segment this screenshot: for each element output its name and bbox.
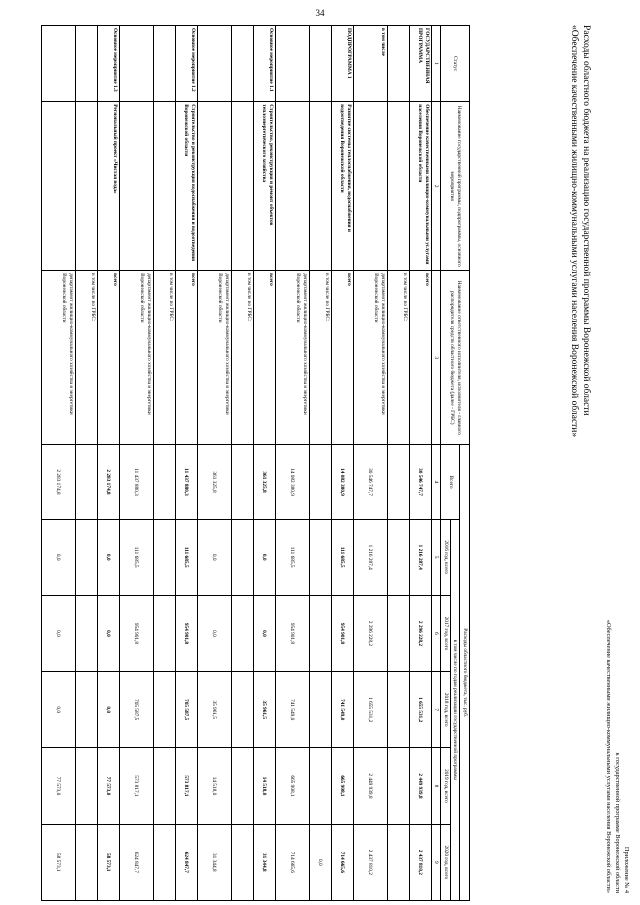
row-year-value: 573 817,1 [119,748,153,824]
row-year-value: 665 908,1 [275,748,309,824]
row-total-value: 361 325,8 [197,445,231,519]
row-year-value: 0,0 [41,519,75,595]
row-year-value: 2 449 939,8 [353,748,387,824]
row-year-value: 573 817,1 [175,748,197,824]
column-index: 7 [431,672,441,748]
row-status: ГОСУДАРСТВЕННАЯ ПРОГРАММА [409,26,431,102]
row-total-value: 30 546 747,7 [353,445,387,519]
row-year-value [75,672,97,748]
row-executor: департамент жилищно-коммунального хозяйства и энергетики Воронежской области [353,271,387,445]
row-total-value [231,445,253,519]
row-year-value: 2 449 939,8 [409,748,431,824]
title-line-2: «Обеспечение качественными жилищно-коммунальными услугами населения Воронежской области» [568,25,579,438]
row-year-value [309,519,331,595]
row-name [75,102,97,271]
row-status: Основное мероприятие 1.1 [253,26,275,102]
row-name: Строительство, реконструкция и ремонт объектов теплоэнергетического хозяйства [253,102,275,271]
table-row [353,26,387,901]
row-name [119,102,153,271]
row-year-value [231,824,253,900]
column-index: 9 [431,824,441,900]
row-year-value: 0,0 [97,672,119,748]
header-year-2017: 2017 год, всего [441,595,451,671]
row-total-value: 30 546 747,7 [409,445,431,519]
row-total-value: 2 283 174,8 [97,445,119,519]
table-row [231,26,253,901]
row-total-value [75,445,97,519]
column-index: 5 [431,519,441,595]
row-name: Развитие системы теплоснабжения, водоснабжения и водоотведения Воронежской области [331,102,353,271]
row-name [41,102,75,271]
row-year-value: 77 573,0 [41,748,75,824]
header-year-2018: 2018 год, всего [441,672,451,748]
header-year-2020: 2020 год, всего [441,824,451,900]
row-year-value: 1 216 287,4 [353,519,387,595]
row-year-value: 0,0 [253,519,275,595]
row-year-value: 14 518,0 [253,748,275,824]
row-year-value: 705 587,5 [175,672,197,748]
row-year-value: 35 961,5 [253,672,275,748]
row-year-value [387,595,409,671]
row-year-value [75,519,97,595]
column-index: 6 [431,595,441,671]
row-year-value [153,519,175,595]
row-executor: в том числе по ГРБС: [231,271,253,445]
row-year-value: 58 573,1 [97,824,119,900]
row-year-value [231,748,253,824]
row-year-value: 31 344,8 [253,824,275,900]
row-year-value: 714 665,6 [275,824,309,900]
row-year-value: 954 901,8 [175,595,197,671]
row-year-value: 1 655 531,2 [409,672,431,748]
row-year-value [153,595,175,671]
row-name [197,102,231,271]
row-name: Строительство и реконструкция водоснабжения и водоотведения Воронежской области [175,102,197,271]
row-executor: в том числе по ГРБС: [75,271,97,445]
row-total-value: 361 325,8 [253,445,275,519]
row-name [387,102,409,271]
row-name [231,102,253,271]
row-name [309,102,331,271]
row-executor: в том числе по ГРБС: [387,271,409,445]
table-row [41,26,75,901]
row-year-value: 14 518,0 [197,748,231,824]
row-executor: в том числе по ГРБС: [309,271,331,445]
row-year-value: 954 901,8 [275,595,309,671]
row-status: Основное мероприятие 1.2 [175,26,197,102]
row-executor: всего [409,271,431,445]
row-year-value: 1 216 287,4 [409,519,431,595]
row-year-value: 705 587,5 [119,672,153,748]
row-total-value: 11 437 880,3 [119,445,153,519]
row-name [275,102,309,271]
row-year-value [309,748,331,824]
row-year-value: 111 685,5 [275,519,309,595]
row-year-value: 0,0 [309,824,331,900]
column-index: 1 [431,26,441,102]
row-year-value: 31 344,8 [197,824,231,900]
row-executor: всего [97,271,119,445]
table-row [97,26,119,901]
table-row [119,26,153,901]
row-year-value [231,672,253,748]
row-executor: департамент жилищно-коммунального хозяйства и энергетики Воронежской области [197,271,231,445]
header-budget-group [460,445,470,901]
row-executor: в том числе по ГРБС: [153,271,175,445]
header-status: Статус [441,26,470,102]
header-executor: Наименование ответственного исполнителя, исполнителя - главного распорядителя средств областного бюджета (далее - ГРБС) [441,271,470,445]
row-year-value: 0,0 [253,595,275,671]
row-status [275,26,309,102]
table-row [253,26,275,901]
header-by-years: в том числе по годам реализации государственной программы [450,519,460,900]
row-year-value: 0,0 [197,595,231,671]
row-year-value: 2 296 228,2 [409,595,431,671]
row-year-value: 111 685,5 [119,519,153,595]
table-row [387,26,409,901]
table-row [175,26,197,901]
row-year-value: 58 573,1 [41,824,75,900]
row-year-value [309,595,331,671]
column-index: 8 [431,748,441,824]
row-year-value: 954 901,8 [331,595,353,671]
row-year-value: 2 437 810,2 [409,824,431,900]
row-year-value: 35 961,5 [197,672,231,748]
row-name: Региональный проект «Чистая вода» [97,102,119,271]
row-status [309,26,331,102]
row-year-value [387,672,409,748]
row-total-value: 2 283 174,8 [41,445,75,519]
annex-block [604,563,630,893]
document-title [567,25,592,725]
row-status [197,26,231,102]
annex-line-1: Приложение № 4 [623,846,630,893]
header-budget-label: Расходы областного бюджета, тыс. руб. [462,628,468,718]
row-year-value [153,672,175,748]
row-status [231,26,253,102]
row-status [75,26,97,102]
row-status: в том числе [353,26,387,102]
row-year-value [387,824,409,900]
header-year-2019: 2019 год, всего [441,748,451,824]
title-line-1: Расходы областного бюджета на реализацию государственной программы Воронежской области [581,25,591,416]
table-row [153,26,175,901]
page-number: 34 [315,8,325,18]
row-total-value [153,445,175,519]
row-status: ПОДПРОГРАММА 1 [331,26,353,102]
row-year-value: 111 685,5 [175,519,197,595]
row-year-value [231,595,253,671]
row-name: Обеспечение качественными жилищно-коммунальными услугами населения Воронежской области [409,102,431,271]
row-year-value [309,672,331,748]
row-total-value: 11 437 880,3 [175,445,197,519]
row-executor: департамент жилищно-коммунального хозяйства и энергетики Воронежской области [275,271,309,445]
row-name [153,102,175,271]
row-year-value [153,824,175,900]
table-body [41,26,431,901]
row-year-value: 0,0 [97,519,119,595]
row-year-value: 2 296 228,2 [353,595,387,671]
row-year-value: 1 655 531,2 [353,672,387,748]
row-year-value [75,595,97,671]
table-row [197,26,231,901]
row-total-value: 14 082 380,9 [331,445,353,519]
row-executor: всего [253,271,275,445]
annex-line-3: «Обеспечение качественными жилищно-коммунальными услугами населения Воронежской области» [605,619,613,893]
row-year-value: 0,0 [41,595,75,671]
row-status: Основное мероприятие 1.3 [97,26,119,102]
row-total-value: 14 082 380,9 [275,445,309,519]
header-year-2016: 2016 год, всего [441,519,451,595]
header-name: Наименование государственной программы, подпрограммы, основного мероприятия [441,102,470,271]
column-index: 3 [431,271,441,445]
row-status [41,26,75,102]
row-status [387,26,409,102]
rotated-page [10,25,630,905]
row-executor: всего [175,271,197,445]
row-status [153,26,175,102]
header-total: Всего [441,445,460,519]
row-year-value: 714 665,6 [331,824,353,900]
row-year-value: 624 847,7 [119,824,153,900]
row-executor: департамент жилищно-коммунального хозяйства и энергетики Воронежской области [119,271,153,445]
table-row [331,26,353,901]
row-year-value: 0,0 [197,519,231,595]
row-year-value [387,519,409,595]
row-year-value: 624 847,7 [175,824,197,900]
expenses-table [41,25,470,901]
row-year-value: 665 908,1 [331,748,353,824]
row-year-value [75,748,97,824]
row-year-value: 741 549,0 [331,672,353,748]
row-executor: департамент жилищно-коммунального хозяйства и энергетики Воронежской области [41,271,75,445]
row-year-value: 954 901,8 [119,595,153,671]
column-index: 2 [431,102,441,271]
row-year-value [75,824,97,900]
row-year-value: 0,0 [41,672,75,748]
row-year-value [231,519,253,595]
row-year-value: 2 437 810,2 [353,824,387,900]
table-row [75,26,97,901]
row-year-value: 0,0 [97,595,119,671]
row-total-value [309,445,331,519]
row-executor: всего [331,271,353,445]
row-total-value [387,445,409,519]
column-index: 4 [431,445,441,519]
row-year-value: 111 685,5 [331,519,353,595]
row-year-value: 741 549,0 [275,672,309,748]
table-row [275,26,309,901]
table-row [409,26,431,901]
table-row [309,26,331,901]
row-year-value [153,748,175,824]
row-status [119,26,153,102]
annex-line-2: к государственной программе Воронежской области [614,752,622,893]
row-name [353,102,387,271]
row-year-value: 77 573,0 [97,748,119,824]
row-year-value [387,748,409,824]
